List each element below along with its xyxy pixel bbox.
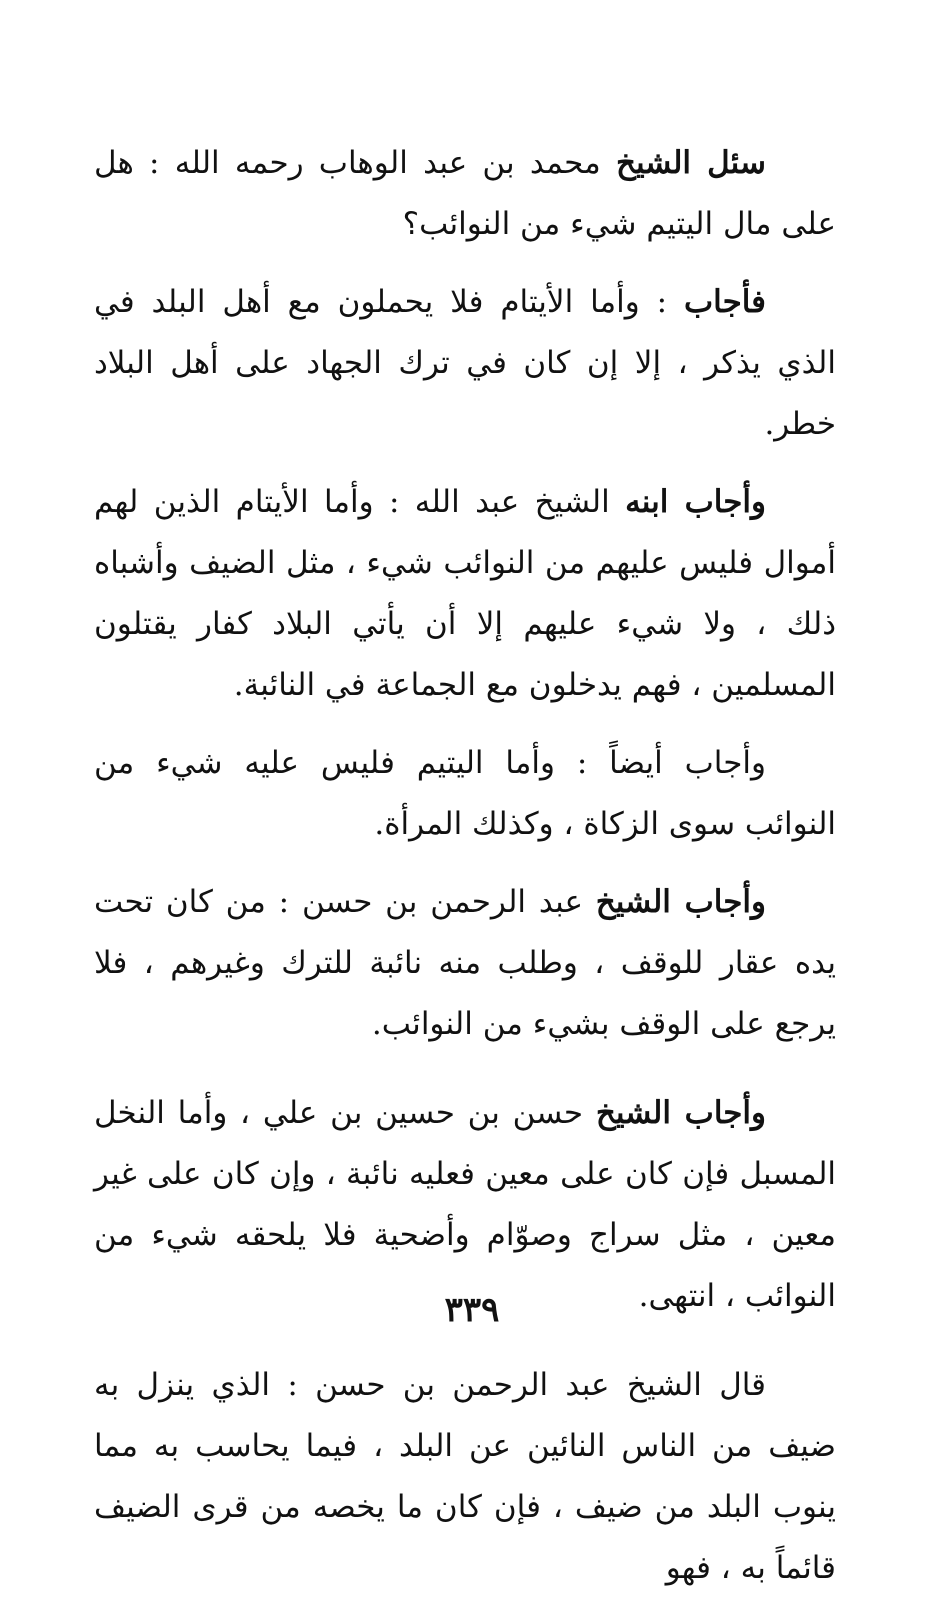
paragraph-text: الشيخ عبد الله : وأما الأيتام الذين لهم أموال فليس عليهم من النوائب شيء ، مثل الضيف وأشباه ذلك ، ولا شيء عليهم إلا أن يأتي البلاد كفار يقتلون المسلمين ، فهم يدخلون مع الجماعة في النائبة. [94,484,836,703]
page-number: ٣٣٩ [444,1290,500,1330]
paragraph-5 [94,872,836,1055]
paragraph-text: عبد الرحمن بن حسن : من كان تحت يده عقار للوقف ، وطلب منه نائبة للترك وغيرهم ، فلا يرجع على الوقف بشيء من النوائب. [94,884,836,1042]
paragraph-lead: سئل الشيخ [615,145,766,181]
paragraph-lead: فأجاب [683,284,766,320]
paragraph-text: : وأما الأيتام فلا يحملون مع أهل البلد في الذي يذكر ، إلا إن كان في ترك الجهاد على أهل البلاد خطر. [94,284,836,442]
paragraph-1 [94,133,836,255]
paragraph-3 [94,472,836,716]
paragraph-text: وأجاب أيضاً : وأما اليتيم فليس عليه شيء من النوائب سوى الزكاة ، وكذلك المرأة. [94,745,836,842]
paragraph-lead: وأجاب الشيخ [595,1095,767,1131]
paragraph-text: قال الشيخ عبد الرحمن بن حسن : الذي ينزل به ضيف من الناس النائين عن البلد ، فيما يحاسب به مما ينوب البلد من ضيف ، فإن كان ما يخصه من قرى الضيف قائماً به ، فهو [94,1367,836,1586]
paragraph-text: حسن بن حسين بن علي ، وأما النخل المسبل فإن كان على معين فعليه نائبة ، وإن كان على غير معين ، مثل سراج وصوّام وأضحية فلا يلحقه شيء من النوائب ، انتهى. [94,1095,836,1314]
paragraph-2 [94,272,836,455]
paragraph-lead: وأجاب ابنه [625,484,767,520]
body-text [94,133,836,1616]
paragraph-lead: وأجاب الشيخ [595,884,766,920]
paragraph-text: محمد بن عبد الوهاب رحمه الله : هل على مال اليتيم شيء من النوائب؟ [94,145,836,242]
paragraph-7 [94,1355,836,1599]
paragraph-4 [94,733,836,855]
